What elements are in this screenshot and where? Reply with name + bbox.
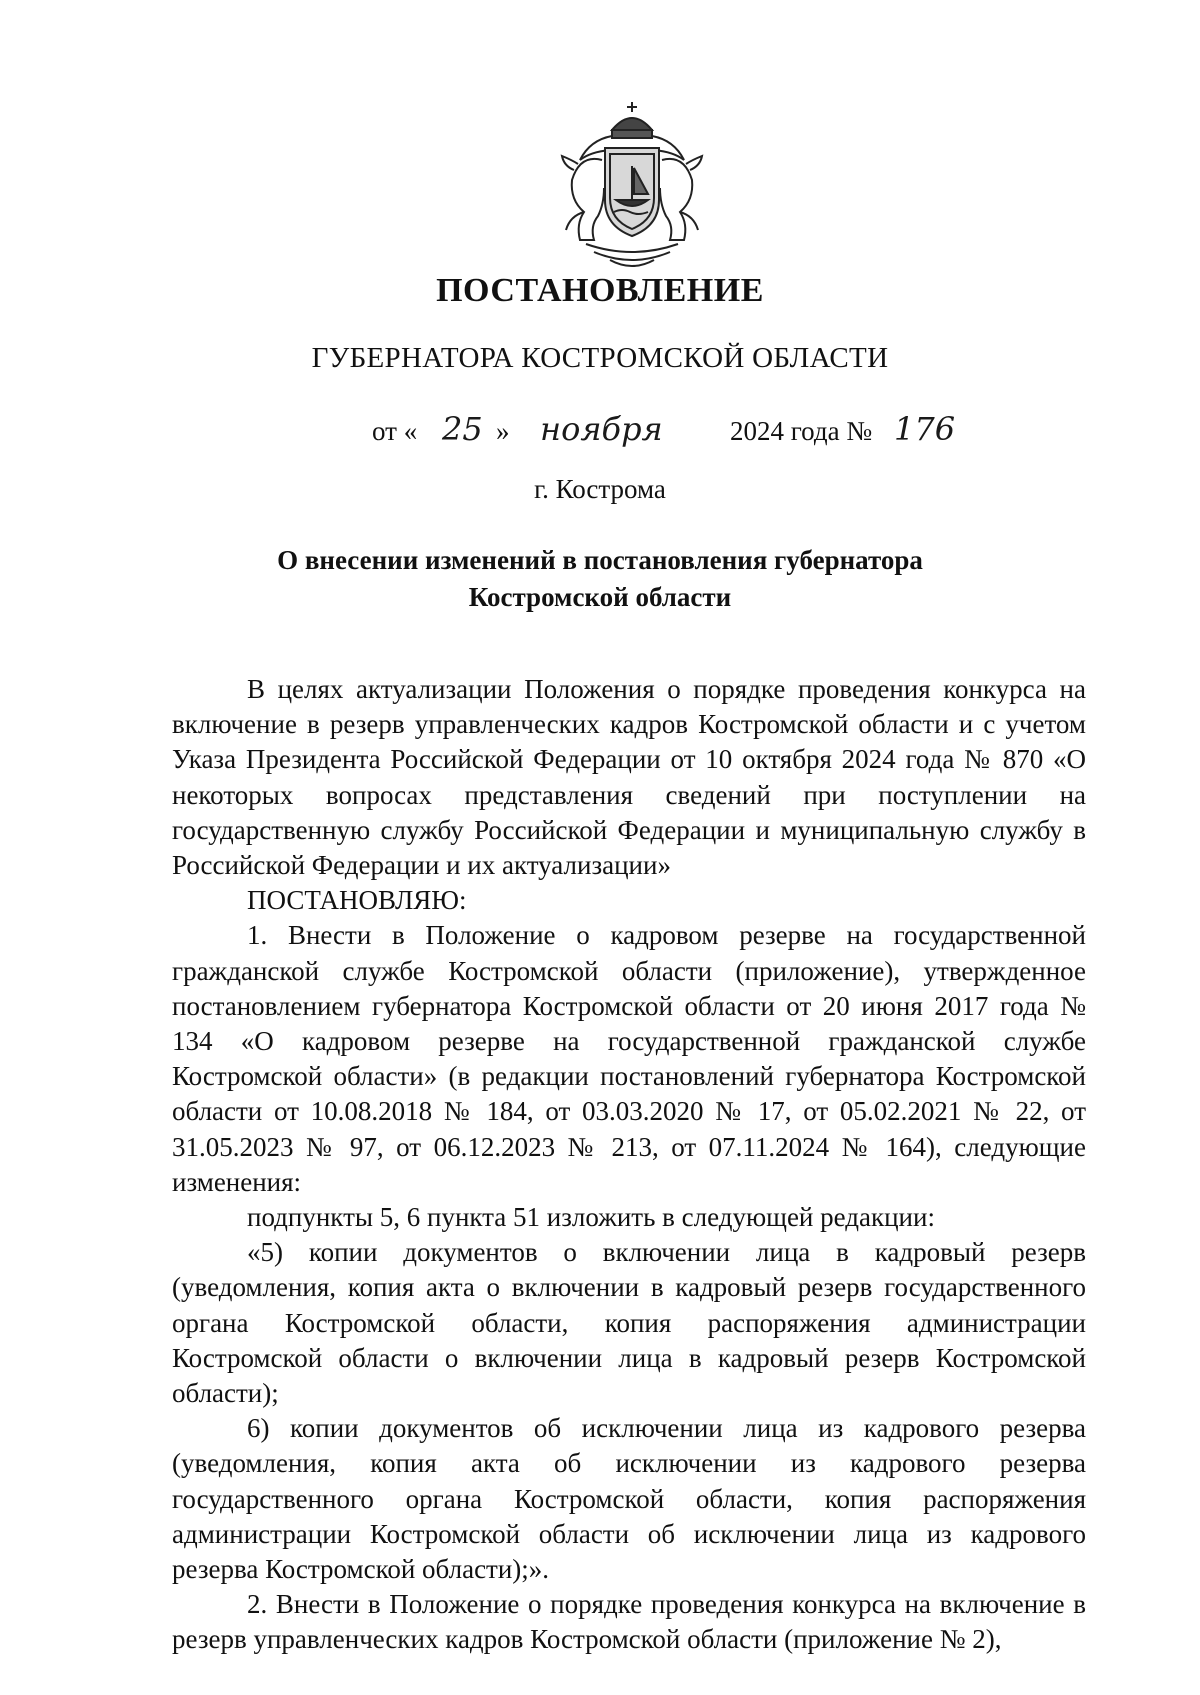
item-1-paragraph: 1. Внести в Положение о кадровом резерве на государственной гражданской службе Костромской области (приложение), утвержденное постановлением губернатора Костромской области от 20 июня 2017 года № 134 «О кадровом резерве на государственной гражданской службе Костромской области» (в редакции постановлений губернатора Костромской области от 10.08.2018 № 184, от 03.03.2020 № 17, от 05.02.2021 № 22, от 31.05.2023 № 97, от 06.12.2023 № 213, от 07.11.2024 № 164), следующие изменения:	[172, 920, 1086, 1197]
preamble-paragraph: В целях актуализации Положения о порядке проведения конкурса на включение в резерв управленческих кадров Костромской области и с учетом Указа Президента Российской Федерации от 10 октября 2024 года № 870 «О некоторых вопросах представления сведений при поступлении на государственную службу Российской Федерации и муниципальную службу в Российской Федерации и их актуализации»	[172, 674, 1086, 881]
subitem-5-paragraph: «5) копии документов о включении лица в кадровый резерв (уведомления, копия акта о включении в кадровый резерв государственного органа Костромской области, копия распоряжения администрации Костромской области о включении лица в кадровый резерв Костромской области);	[172, 1237, 1086, 1409]
date-month-handwritten: ноября	[540, 410, 663, 448]
date-prefix: от «	[372, 416, 418, 446]
item-1-intro: подпункты 5, 6 пункта 51 изложить в следующей редакции:	[247, 1202, 935, 1233]
date-day-handwritten: 25	[442, 410, 483, 448]
title-line-1: О внесении изменений в постановления губернатора	[277, 545, 923, 575]
document-type: ПОСТАНОВЛЕНИЕ	[436, 272, 764, 309]
subitem-6-paragraph: 6) копии документов об исключении лица из кадрового резерва (уведомления, копия акта об исключении из кадрового резерва государственного органа Костромской области, копия распоряжения администрации Костромской области об исключении лица из кадрового резерва Костромской области);».	[172, 1413, 1086, 1585]
title-line-2: Костромской области	[468, 582, 732, 612]
city-line: г. Кострома	[534, 474, 666, 504]
decree-word: ПОСТАНОВЛЯЮ:	[247, 885, 467, 916]
issuer-line: ГУБЕРНАТОРА КОСТРОМСКОЙ ОБЛАСТИ	[311, 342, 889, 374]
date-year: 2024 года №	[730, 416, 873, 446]
item-2-paragraph: 2. Внести в Положение о порядке проведения конкурса на включение в резерв управленческих кадров Костромской области (приложение № 2),	[172, 1589, 1086, 1655]
date-quote-close: »	[496, 416, 510, 446]
coat-of-arms-icon	[550, 100, 715, 275]
document-title	[220, 542, 980, 616]
document-body	[172, 672, 1086, 1658]
date-line	[372, 410, 972, 454]
document-number-handwritten: 176	[894, 410, 956, 448]
